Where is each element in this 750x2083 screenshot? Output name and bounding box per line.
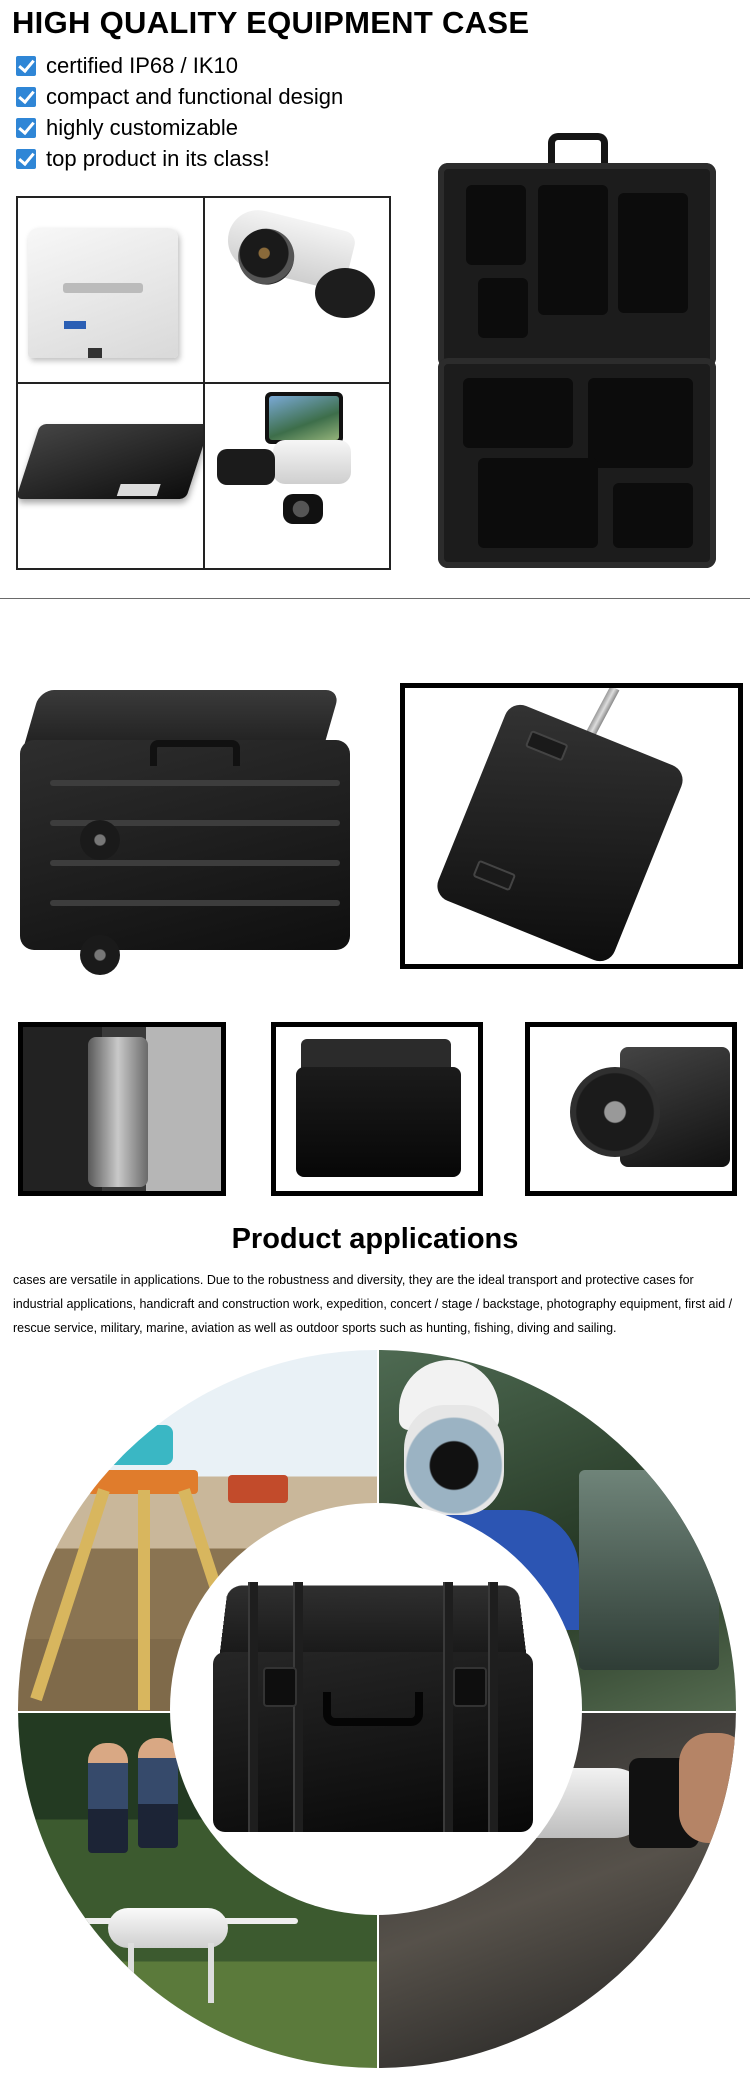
printer-body: [28, 228, 178, 358]
feature-label: highly customizable: [46, 114, 238, 140]
trolley-case-image: [400, 683, 743, 969]
machinery: [579, 1470, 719, 1670]
person: [138, 1738, 178, 1848]
foam-cutout: [618, 193, 688, 313]
check-icon: [16, 87, 36, 107]
case-handle: [323, 1692, 423, 1726]
person: [88, 1743, 128, 1853]
latch: [453, 1667, 487, 1707]
printer-button: [88, 348, 102, 358]
check-icon: [16, 56, 36, 76]
foam-cutout: [463, 378, 573, 448]
case-rib: [248, 1582, 258, 1832]
tablet: [265, 392, 343, 444]
wheel-detail-image: [525, 1022, 737, 1196]
case-handle: [548, 133, 608, 167]
case-rib: [50, 860, 340, 866]
feature-label: certified IP68 / IK10: [46, 52, 238, 78]
security-camera-image: [204, 197, 391, 383]
wheel: [80, 820, 120, 860]
scanner-body: [17, 424, 204, 499]
photographer: [679, 1733, 736, 1843]
drone-body: [108, 1908, 228, 1948]
drone-kit-image: [204, 383, 391, 569]
feature-label: top product in its class!: [46, 145, 270, 171]
tablet-screen: [269, 396, 339, 440]
case-rib: [488, 1582, 498, 1832]
applications-description: cases are versatile in applications. Due to the robustness and diversity, they are the ideal transport and protective cases for industrial applications, handicraft and construction work, expedition, concert / stage / backstage, photography equipment, first aid / rescue service, military, marine, aviation as well as outdoor sports such as hunting, fishing, diving and sailing.: [13, 1273, 733, 1335]
case-lid: [438, 163, 716, 368]
metal-latch: [88, 1037, 148, 1187]
foam-cutout: [613, 483, 693, 548]
latch: [263, 1667, 297, 1707]
check-icon: [16, 118, 36, 138]
case-rib: [50, 780, 340, 786]
feature-item: [16, 112, 416, 143]
feature-list: [16, 50, 416, 174]
gas-mask: [404, 1405, 504, 1515]
page-title: HIGH QUALITY EQUIPMENT CASE: [12, 5, 530, 40]
tripod-leg: [138, 1490, 150, 1710]
tripod-leg: [30, 1488, 109, 1701]
foam-cutout: [588, 378, 693, 468]
wheel: [570, 1067, 660, 1157]
excavator: [228, 1475, 288, 1503]
printer-slot: [63, 283, 143, 293]
camera-mount: [315, 268, 375, 318]
scanner-panel: [117, 484, 161, 496]
gimbal-camera: [283, 494, 323, 524]
compatible-equipment-grid: [16, 196, 391, 570]
wheel: [80, 935, 120, 975]
foam-cutout: [478, 458, 598, 548]
open-case-detail-image: [271, 1022, 483, 1196]
latch-detail-image: [18, 1022, 226, 1196]
section-divider: [0, 598, 750, 599]
foam-cutout: [466, 185, 526, 265]
foam-cutout: [538, 185, 608, 315]
printer-image: [17, 197, 204, 383]
latch: [472, 860, 516, 892]
gimbal-motor: [217, 449, 275, 485]
open-case-with-foam-image: [428, 133, 733, 578]
case-rib: [293, 1582, 303, 1832]
surveying-level: [103, 1425, 173, 1465]
case-body: [433, 700, 688, 966]
scanner-image: [17, 383, 204, 569]
case-base: [296, 1067, 461, 1177]
case-handle: [150, 740, 240, 766]
equipment-case-image: [203, 1582, 543, 1842]
drone-leg: [128, 1943, 134, 2003]
case-rib: [50, 900, 340, 906]
applications-title: Product applications: [231, 1223, 519, 1255]
foam-cutout: [478, 278, 528, 338]
feature-item: [16, 143, 416, 174]
drone-leg: [208, 1943, 214, 2003]
camera-lens: [232, 223, 300, 291]
feature-label: compact and functional design: [46, 83, 344, 109]
case-front: [20, 740, 350, 950]
case-base: [438, 358, 716, 568]
feature-item: [16, 50, 416, 81]
check-icon: [16, 149, 36, 169]
latch: [525, 730, 569, 762]
rolling-case-image: [10, 680, 370, 980]
remote-controller: [273, 440, 351, 484]
case-rib: [443, 1582, 453, 1832]
feature-item: [16, 81, 416, 112]
printer-logo: [64, 321, 86, 329]
